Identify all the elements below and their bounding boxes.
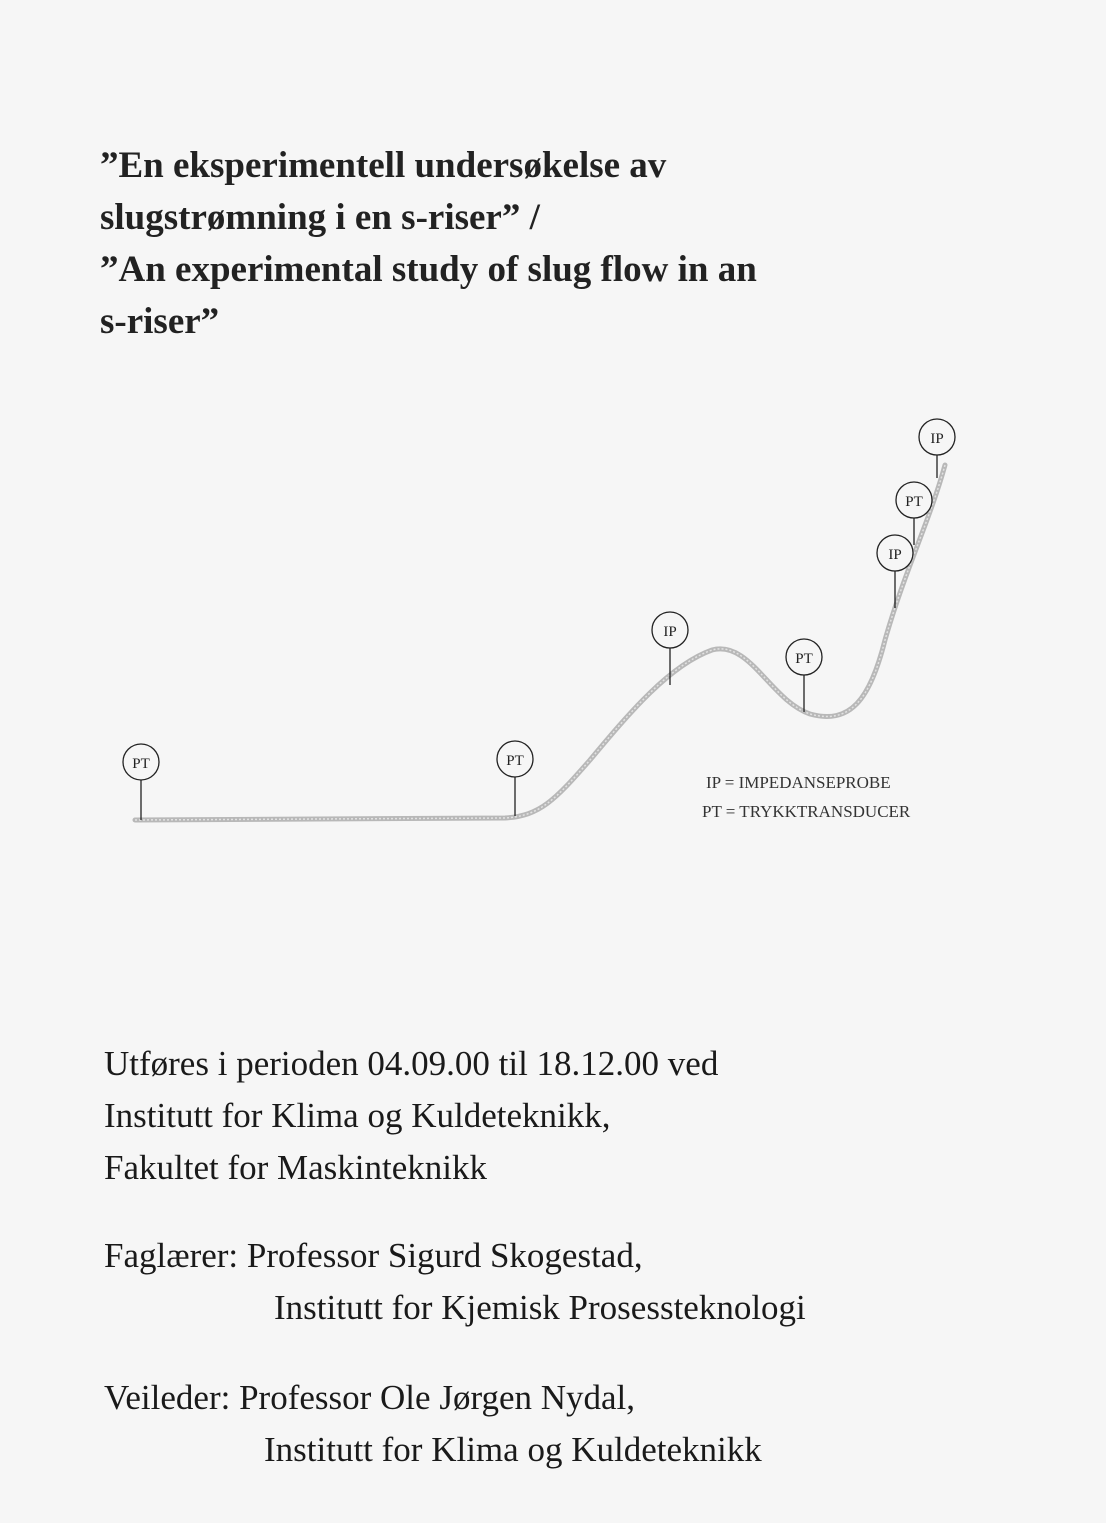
sensor-ip	[919, 419, 955, 478]
veileder-label: Veileder:	[104, 1378, 231, 1417]
faglaerer-line	[104, 1230, 806, 1282]
legend-ip: IP = IMPEDANSEPROBE	[706, 773, 891, 792]
veileder-institute: Institutt for Klima og Kuldeteknikk	[264, 1430, 762, 1469]
sensor-pt	[497, 741, 533, 816]
sensor-label: PT	[905, 494, 923, 510]
veileder-line	[104, 1372, 762, 1424]
period-line: Utføres i perioden 04.09.00 til 18.12.00 ved	[104, 1044, 719, 1083]
sensor-label: IP	[888, 547, 902, 563]
faglaerer-block	[104, 1230, 806, 1334]
veileder-name: Professor Ole Jørgen Nydal,	[239, 1378, 636, 1417]
legend-pt: PT = TRYKKTRANSDUCER	[702, 802, 911, 821]
sensor-label: PT	[506, 753, 524, 769]
sensor-ip	[652, 612, 688, 685]
faglaerer-institute: Institutt for Kjemisk Prosessteknologi	[274, 1288, 806, 1327]
title-line: s-riser”	[100, 301, 220, 342]
faglaerer-name: Professor Sigurd Skogestad,	[246, 1236, 643, 1275]
veileder-block	[104, 1372, 762, 1476]
title-line: ”En eksperimentell undersøkelse av	[100, 145, 667, 186]
period-block	[104, 1038, 718, 1194]
sensor-label: PT	[795, 651, 813, 667]
title-line: ”An experimental study of slug flow in an	[100, 249, 757, 290]
pipeline-highlight	[135, 465, 945, 820]
sensor-label: PT	[132, 756, 150, 772]
title-line: slugstrømning i en s-riser” /	[100, 197, 540, 238]
pipeline	[135, 465, 945, 820]
sensor-label: IP	[663, 624, 677, 640]
sensor-label: IP	[930, 431, 944, 447]
period-line: Fakultet for Maskinteknikk	[104, 1148, 488, 1187]
sensor-pt	[123, 744, 159, 820]
faglaerer-label: Faglærer:	[104, 1236, 239, 1275]
period-line: Institutt for Klima og Kuldeteknikk,	[104, 1096, 611, 1135]
